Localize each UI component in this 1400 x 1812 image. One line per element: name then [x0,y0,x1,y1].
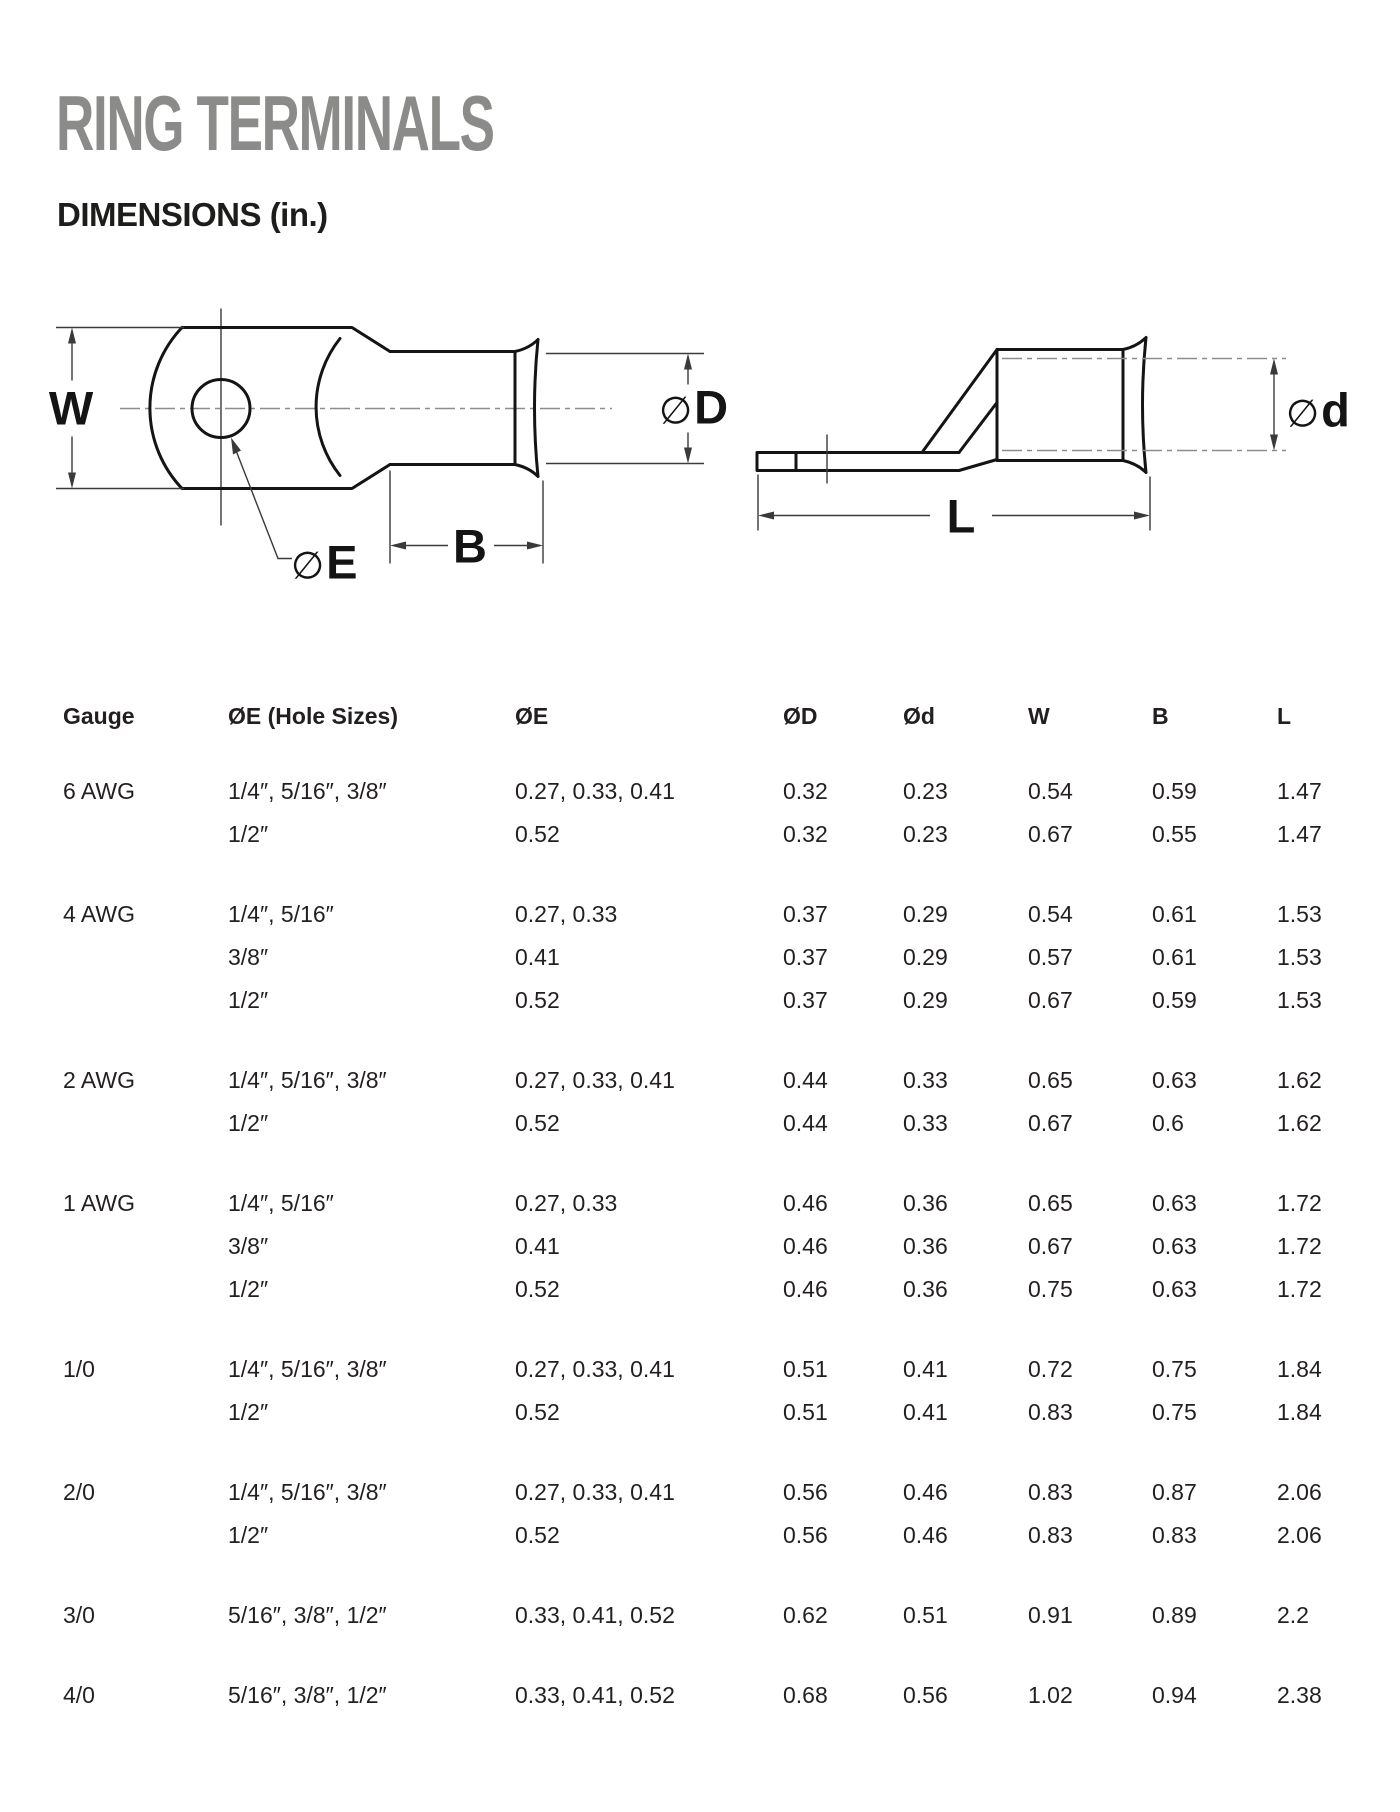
cell-value: 0.51 [903,1602,948,1628]
cell-value: 0.83 [1028,1479,1073,1505]
cell-value: 0.56 [783,1479,828,1505]
table-row [63,979,1373,1022]
cell-value: 1/4″, 5/16″ [228,901,334,927]
cell-value: 0.46 [903,1479,948,1505]
label-OE: ∅E [291,535,358,589]
cell-value: 5/16″, 3/8″, 1/2″ [228,1682,387,1708]
cell-value: 1/2″ [228,1399,269,1425]
cell-value: 1/2″ [228,1522,269,1548]
arrowhead-right-icon [527,542,543,550]
cell-gauge: 4 AWG [63,901,135,927]
tongue-outline [757,453,959,471]
cell-value: 0.72 [1028,1356,1073,1382]
cell-gauge: 1/0 [63,1356,95,1382]
cell-value: 0.51 [783,1399,828,1425]
gauge-group [63,1674,1373,1717]
cell-value: 0.67 [1028,1233,1073,1259]
cell-value: 0.27, 0.33 [515,901,618,927]
table-row [63,1391,1373,1434]
cell-value: 0.46 [783,1276,828,1302]
cell-value: 0.61 [1152,944,1197,970]
label-OD: ∅D [659,380,729,434]
cell-value: 0.27, 0.33 [515,1190,618,1216]
dimension-Od [1270,359,1350,451]
cell-value: 0.54 [1028,778,1073,804]
arrowhead-down-icon [684,448,692,464]
table-header-row [63,695,1373,738]
cell-value: 0.59 [1152,987,1197,1013]
cell-value: 0.57 [1028,944,1073,970]
cell-value: 0.63 [1152,1233,1197,1259]
dimensions-heading: DIMENSIONS (in.) [57,196,328,233]
arrowhead-up-icon [684,354,692,370]
dimensions-table [63,695,1373,1754]
dimension-OD [546,354,728,464]
page-title: RING TERMINALS [56,79,494,167]
cell-gauge: 3/0 [63,1602,95,1628]
cell-value: 1.84 [1277,1399,1322,1425]
cell-value: 0.56 [903,1682,948,1708]
cell-value: 0.83 [1028,1522,1073,1548]
gauge-group [63,1594,1373,1637]
cell-value: 5/16″, 3/8″, 1/2″ [228,1602,387,1628]
table-row [63,1594,1373,1637]
cell-value: 0.29 [903,944,948,970]
gauge-group [63,770,1373,856]
cell-value: 0.33, 0.41, 0.52 [515,1682,675,1708]
cell-gauge: 1 AWG [63,1190,135,1216]
cell-value: 0.33 [903,1067,948,1093]
table-row [63,1102,1373,1145]
cell-value: 0.32 [783,821,828,847]
table-row [63,936,1373,979]
cell-value: 0.54 [1028,901,1073,927]
cell-value: 1/4″, 5/16″ [228,1190,334,1216]
cell-value: 0.23 [903,821,948,847]
cell-value: 1.47 [1277,778,1322,804]
dimension-L [758,475,1150,543]
cell-value: 0.65 [1028,1190,1073,1216]
cell-value: 0.52 [515,1276,560,1302]
column-header-od: ØD [783,703,818,729]
table-body [63,770,1373,1717]
cell-value: 0.65 [1028,1067,1073,1093]
column-header-od-small: Ød [903,703,935,729]
cell-value: 2.38 [1277,1682,1322,1708]
cell-value: 0.41 [903,1399,948,1425]
leader-arrowhead-icon [231,438,241,455]
cell-gauge: 4/0 [63,1682,95,1708]
cell-value: 0.75 [1152,1399,1197,1425]
cell-value: 1/2″ [228,987,269,1013]
arrowhead-down-icon [1270,435,1278,451]
cell-value: 0.83 [1152,1522,1197,1548]
cell-value: 0.33 [903,1110,948,1136]
cell-value: 1.02 [1028,1682,1073,1708]
cell-value: 3/8″ [228,944,269,970]
arrowhead-left-icon [390,542,406,550]
cell-value: 0.6 [1152,1110,1184,1136]
dimension-B [390,471,543,573]
arrowhead-up-icon [68,328,76,344]
cell-value: 0.62 [783,1602,828,1628]
cell-value: 0.46 [903,1522,948,1548]
table-row [63,1514,1373,1557]
table-row [63,1348,1373,1391]
cell-value: 0.61 [1152,901,1197,927]
gauge-group [63,1182,1373,1311]
cell-value: 0.41 [515,944,560,970]
cell-value: 0.91 [1028,1602,1073,1628]
cell-value: 1.72 [1277,1276,1322,1302]
cell-value: 0.27, 0.33, 0.41 [515,778,675,804]
cell-value: 0.52 [515,821,560,847]
table-row [63,770,1373,813]
cell-value: 0.75 [1152,1356,1197,1382]
cell-value: 0.89 [1152,1602,1197,1628]
cell-value: 0.46 [783,1233,828,1259]
table-row [63,893,1373,936]
ring-terminal-side-view-drawing [757,338,1350,543]
column-header-w: W [1028,703,1050,729]
cell-value: 0.29 [903,901,948,927]
cell-value: 0.52 [515,1110,560,1136]
cell-value: 0.41 [515,1233,560,1259]
cell-value: 0.36 [903,1276,948,1302]
cell-value: 1.47 [1277,821,1322,847]
gauge-group [63,1348,1373,1434]
table-row [63,1225,1373,1268]
arrowhead-up-icon [1270,359,1278,375]
cell-value: 0.37 [783,987,828,1013]
cell-value: 0.59 [1152,778,1197,804]
cell-value: 0.37 [783,901,828,927]
cell-gauge: 2 AWG [63,1067,135,1093]
cell-value: 1.62 [1277,1110,1322,1136]
cell-value: 1.72 [1277,1190,1322,1216]
cell-value: 0.94 [1152,1682,1197,1708]
label-W: W [48,381,94,435]
cell-value: 0.56 [783,1522,828,1548]
cell-value: 0.23 [903,778,948,804]
flare-outline [1123,338,1146,473]
cell-value: 0.37 [783,944,828,970]
cell-value: 1/2″ [228,1276,269,1302]
cell-value: 0.67 [1028,821,1073,847]
cell-value: 1/2″ [228,1110,269,1136]
table-row [63,1268,1373,1311]
dimension-OE [231,438,357,589]
cell-value: 0.36 [903,1190,948,1216]
arrowhead-left-icon [758,512,774,520]
cell-value: 0.52 [515,1522,560,1548]
cell-value: 0.44 [783,1067,828,1093]
column-header-gauge: Gauge [63,703,135,729]
column-header-oe: ØE [515,703,549,729]
barrel-outline [997,350,1123,461]
cell-gauge: 6 AWG [63,778,135,804]
cell-value: 0.27, 0.33, 0.41 [515,1356,675,1382]
table-row [63,1674,1373,1717]
cell-value: 1/4″, 5/16″, 3/8″ [228,778,387,804]
cell-value: 0.46 [783,1190,828,1216]
table-row [63,1471,1373,1514]
label-B: B [453,519,487,573]
cell-value: 1.53 [1277,944,1322,970]
cell-value: 3/8″ [228,1233,269,1259]
cell-value: 0.41 [903,1356,948,1382]
cell-value: 1/2″ [228,821,269,847]
gauge-group [63,1059,1373,1145]
cell-value: 0.55 [1152,821,1197,847]
cell-value: 0.75 [1028,1276,1073,1302]
arrowhead-down-icon [68,473,76,489]
cell-value: 0.83 [1028,1399,1073,1425]
cell-value: 0.63 [1152,1276,1197,1302]
gauge-group [63,893,1373,1022]
cell-value: 0.27, 0.33, 0.41 [515,1067,675,1093]
cell-value: 1.62 [1277,1067,1322,1093]
cell-value: 1.53 [1277,987,1322,1013]
column-header-l: L [1277,703,1292,729]
cell-value: 1.72 [1277,1233,1322,1259]
label-Od: ∅d [1286,383,1350,437]
cell-value: 0.52 [515,1399,560,1425]
cell-value: 0.63 [1152,1067,1197,1093]
cell-value: 2.2 [1277,1602,1309,1628]
label-L: L [946,489,976,543]
cell-value: 0.36 [903,1233,948,1259]
table-row [63,1059,1373,1102]
arrowhead-right-icon [1134,512,1150,520]
cell-value: 1/4″, 5/16″, 3/8″ [228,1356,387,1382]
cell-value: 0.67 [1028,1110,1073,1136]
cell-value: 0.44 [783,1110,828,1136]
gauge-group [63,1471,1373,1557]
ring-terminal-top-view-drawing [49,309,728,589]
table-row [63,813,1373,856]
cell-value: 0.68 [783,1682,828,1708]
cell-value: 0.63 [1152,1190,1197,1216]
cell-value: 2.06 [1277,1479,1322,1505]
cell-value: 1.84 [1277,1356,1322,1382]
cell-value: 0.67 [1028,987,1073,1013]
cell-value: 0.29 [903,987,948,1013]
cell-value: 0.32 [783,778,828,804]
cell-gauge: 2/0 [63,1479,95,1505]
cell-value: 1/4″, 5/16″, 3/8″ [228,1067,387,1093]
terminal-dimension-diagrams [0,258,1400,603]
cell-value: 1.53 [1277,901,1322,927]
cell-value: 2.06 [1277,1522,1322,1548]
table-row [63,1182,1373,1225]
column-header-b: B [1152,703,1169,729]
cell-value: 1/4″, 5/16″, 3/8″ [228,1479,387,1505]
cell-value: 0.87 [1152,1479,1197,1505]
column-header-hole-sizes: ØE (Hole Sizes) [228,703,398,729]
cell-value: 0.27, 0.33, 0.41 [515,1479,675,1505]
cell-value: 0.33, 0.41, 0.52 [515,1602,675,1628]
cell-value: 0.51 [783,1356,828,1382]
cell-value: 0.52 [515,987,560,1013]
